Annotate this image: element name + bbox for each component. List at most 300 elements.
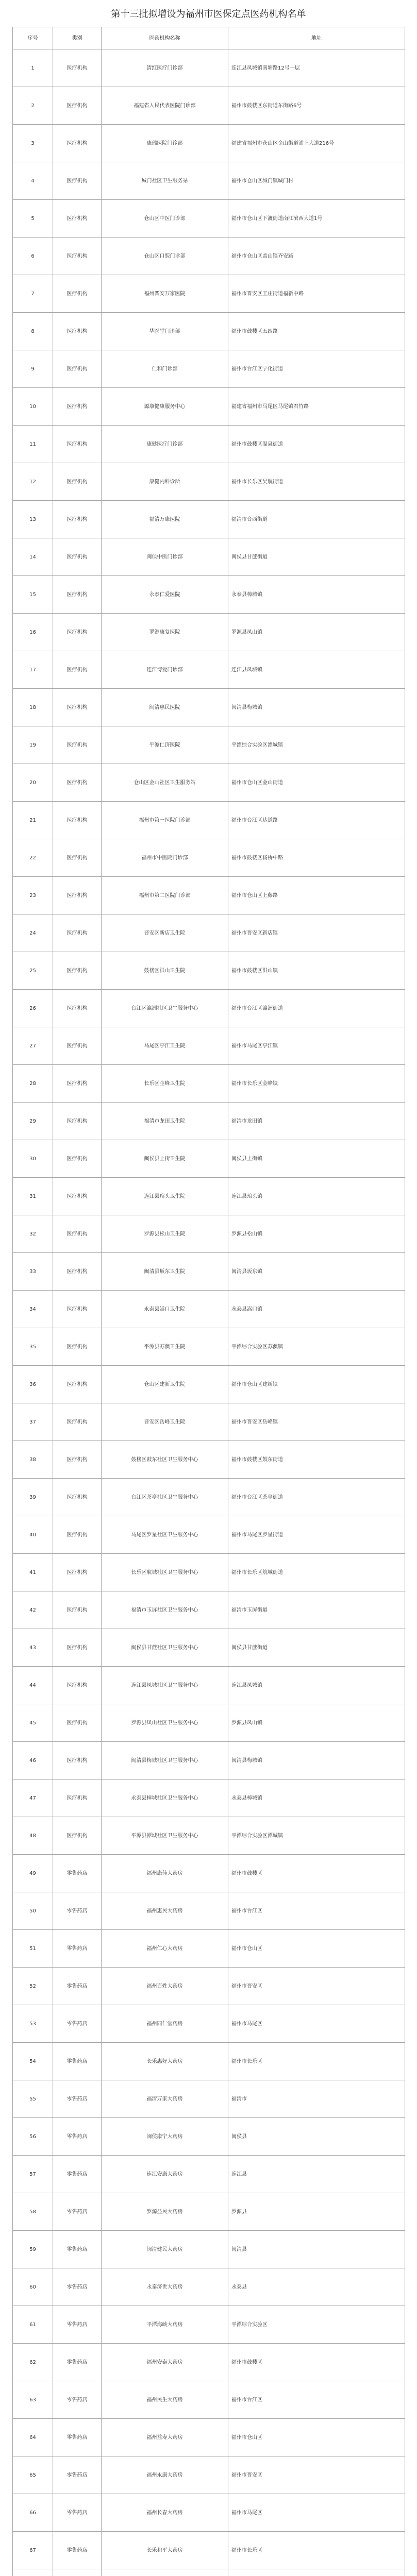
cell-institution-name: 仓山区金山社区卫生服务站 [102, 764, 228, 802]
cell-institution-name: 福州惠民大药房 [102, 1892, 228, 1930]
table-row [13, 1629, 405, 1667]
table-row [13, 275, 405, 313]
cell-category: 零售药店 [53, 2381, 102, 2419]
cell-address: 连江县凤城镇 [228, 1667, 405, 1704]
cell-address: 福州市晋安区 [228, 1968, 405, 2005]
cell-address: 罗源县凤山镇 [228, 614, 405, 651]
cell-address: 福州市仓山区 [228, 2419, 405, 2456]
cell-address: 福州市长乐区金峰镇 [228, 1065, 405, 1103]
cell-address: 福州市鼓楼区鼓东街道 [228, 1441, 405, 1479]
cell-address: 永泰县嵩口镇 [228, 1291, 405, 1328]
table-row [13, 2231, 405, 2268]
cell-institution-name: 连江县琯头卫生院 [102, 1178, 228, 1215]
cell-institution-name: 福州长春大药房 [102, 2494, 228, 2532]
cell-index: 12 [13, 463, 53, 501]
cell-institution-name: 连江博爱门诊部 [102, 651, 228, 689]
cell-address: 福清市 [228, 2080, 405, 2118]
header-institution-name: 医药机构名称 [102, 27, 228, 49]
cell-index: 57 [13, 2156, 53, 2193]
cell-institution-name: 马尾区罗星社区卫生服务中心 [102, 1516, 228, 1554]
cell-institution-name: 福州民生大药房 [102, 2381, 228, 2419]
cell-address: 连江县琯头镇 [228, 1178, 405, 1215]
table-row [13, 426, 405, 463]
cell-institution-name: 马尾区亭江卫生院 [102, 1027, 228, 1065]
cell-institution-name: 福州晋安万家医院 [102, 275, 228, 313]
cell-index: 47 [13, 1780, 53, 1817]
cell-category: 医疗机构 [53, 538, 102, 576]
cell-index: 51 [13, 1930, 53, 1968]
table-row [13, 2306, 405, 2344]
cell-category: 医疗机构 [53, 1403, 102, 1441]
cell-index [13, 2569, 53, 2576]
header-index: 序号 [13, 27, 53, 49]
cell-index: 13 [13, 501, 53, 538]
table-row [13, 651, 405, 689]
cell-institution-name: 闽清惠民医院 [102, 689, 228, 726]
table-row [13, 2193, 405, 2231]
cell-institution-name: 闽清健民大药房 [102, 2231, 228, 2268]
cell-index: 36 [13, 1366, 53, 1403]
table-row [13, 1780, 405, 1817]
cell-address: 福州市台江区 [228, 2381, 405, 2419]
table-body [13, 49, 405, 2576]
cell-index: 60 [13, 2268, 53, 2306]
table-row [13, 1968, 405, 2005]
cell-category: 医疗机构 [53, 1178, 102, 1215]
cell-category: 医疗机构 [53, 1554, 102, 1591]
cell-category: 医疗机构 [53, 877, 102, 914]
table-row [13, 1403, 405, 1441]
table-row [13, 2043, 405, 2080]
cell-address: 福州市晋安区王庄街道福新中路 [228, 275, 405, 313]
cell-address: 福州市仓山区城门镇城门村 [228, 162, 405, 200]
table-row [13, 162, 405, 200]
cell-category: 医疗机构 [53, 1516, 102, 1554]
table-row [13, 689, 405, 726]
cell-institution-name: 福州市第二医院门诊部 [102, 877, 228, 914]
cell-institution-name: 福州仁心大药房 [102, 1930, 228, 1968]
cell-address: 福州市台江区 [228, 1892, 405, 1930]
cell-institution-name: 永泰县嵩口卫生院 [102, 1291, 228, 1328]
cell-index: 27 [13, 1027, 53, 1065]
cell-category: 医疗机构 [53, 914, 102, 952]
cell-index: 65 [13, 2456, 53, 2494]
cell-institution-name: 台江区瀛洲社区卫生服务中心 [102, 990, 228, 1027]
table-row [13, 1027, 405, 1065]
cell-category: 医疗机构 [53, 1253, 102, 1291]
cell-address: 连江县凤城镇 [228, 651, 405, 689]
cell-address: 闽清县 [228, 2231, 405, 2268]
cell-address: 平潭综合实验区苏澳镇 [228, 1328, 405, 1366]
cell-category: 医疗机构 [53, 802, 102, 839]
cell-category: 医疗机构 [53, 1140, 102, 1178]
cell-address: 连江县凤城镇南塘路12号一层 [228, 49, 405, 87]
cell-address: 福州市台江区茶亭街道 [228, 1479, 405, 1516]
cell-category: 医疗机构 [53, 651, 102, 689]
table-row [13, 2494, 405, 2532]
table-row [13, 49, 405, 87]
cell-address: 福州市鼓楼区东街道东街路6号 [228, 87, 405, 125]
cell-index: 49 [13, 1855, 53, 1892]
cell-institution-name: 永泰仁爱医院 [102, 576, 228, 614]
cell-category: 零售药店 [53, 2043, 102, 2080]
table-row [13, 1479, 405, 1516]
cell-category: 医疗机构 [53, 614, 102, 651]
cell-category: 医疗机构 [53, 1215, 102, 1253]
table-row [13, 1892, 405, 1930]
cell-institution-name [102, 2569, 228, 2576]
cell-category: 零售药店 [53, 2118, 102, 2156]
table-row [13, 200, 405, 238]
cell-category: 医疗机构 [53, 952, 102, 990]
cell-address: 福州市鼓楼区五四路 [228, 313, 405, 350]
cell-institution-name: 福州同仁堂药房 [102, 2005, 228, 2043]
table-row [13, 1103, 405, 1140]
cell-category: 医疗机构 [53, 87, 102, 125]
table-row [13, 350, 405, 388]
cell-institution-name: 康健内科诊所 [102, 463, 228, 501]
cell-index: 32 [13, 1215, 53, 1253]
table-row [13, 238, 405, 275]
cell-index: 15 [13, 576, 53, 614]
table-row [13, 877, 405, 914]
cell-index: 3 [13, 125, 53, 162]
cell-category: 医疗机构 [53, 839, 102, 877]
cell-category: 医疗机构 [53, 350, 102, 388]
cell-institution-name: 福清市玉屏社区卫生服务中心 [102, 1591, 228, 1629]
cell-category: 医疗机构 [53, 1780, 102, 1817]
cell-category: 零售药店 [53, 2456, 102, 2494]
table-row [13, 2456, 405, 2494]
cell-institution-name: 仓山区建新卫生院 [102, 1366, 228, 1403]
cell-index: 19 [13, 726, 53, 764]
cell-institution-name: 长乐区航城社区卫生服务中心 [102, 1554, 228, 1591]
table-row [13, 1215, 405, 1253]
header-category: 类别 [53, 27, 102, 49]
cell-index: 7 [13, 275, 53, 313]
table-row [13, 726, 405, 764]
cell-institution-name: 长乐惠好大药房 [102, 2043, 228, 2080]
cell-index: 8 [13, 313, 53, 350]
cell-index: 31 [13, 1178, 53, 1215]
cell-address: 闽侯县甘蔗街道 [228, 538, 405, 576]
cell-index: 20 [13, 764, 53, 802]
table-row [13, 1516, 405, 1554]
cell-category: 医疗机构 [53, 238, 102, 275]
cell-institution-name: 福州百姓大药房 [102, 1968, 228, 2005]
cell-index: 25 [13, 952, 53, 990]
table-row [13, 463, 405, 501]
cell-address: 福建省福州市仓山区金山街道浦上大道216号 [228, 125, 405, 162]
table-row [13, 839, 405, 877]
cell-category: 医疗机构 [53, 426, 102, 463]
cell-institution-name: 台江区茶亭社区卫生服务中心 [102, 1479, 228, 1516]
cell-institution-name: 闽侯康宁大药房 [102, 2118, 228, 2156]
cell-address: 永泰县樟城镇 [228, 576, 405, 614]
cell-address: 闽清县梅城镇 [228, 1742, 405, 1780]
cell-index: 56 [13, 2118, 53, 2156]
cell-index: 43 [13, 1629, 53, 1667]
cell-address: 福州市仓山区盖山镇齐安路 [228, 238, 405, 275]
cell-address [228, 2569, 405, 2576]
cell-index: 17 [13, 651, 53, 689]
table-row [13, 1291, 405, 1328]
cell-institution-name: 永泰济世大药房 [102, 2268, 228, 2306]
cell-address: 闽清县坂东镇 [228, 1253, 405, 1291]
table-row [13, 1742, 405, 1780]
cell-address: 闽侯县 [228, 2118, 405, 2156]
table-row [13, 2569, 405, 2576]
cell-address: 福州市台江区宁化街道 [228, 350, 405, 388]
header-address: 地址 [228, 27, 405, 49]
cell-address: 福州市仓山区上藤路 [228, 877, 405, 914]
cell-address: 福州市鼓楼区洪山镇 [228, 952, 405, 990]
cell-institution-name: 平潭县潭城社区卫生服务中心 [102, 1817, 228, 1855]
cell-category: 医疗机构 [53, 990, 102, 1027]
cell-index: 50 [13, 1892, 53, 1930]
cell-category: 医疗机构 [53, 1027, 102, 1065]
cell-index: 45 [13, 1704, 53, 1742]
cell-address: 福州市马尾区罗星街道 [228, 1516, 405, 1554]
cell-institution-name: 源康健康服务中心 [102, 388, 228, 426]
cell-index: 59 [13, 2231, 53, 2268]
table-row [13, 87, 405, 125]
cell-institution-name: 永泰县樟城社区卫生服务中心 [102, 1780, 228, 1817]
table-row [13, 125, 405, 162]
cell-category: 零售药店 [53, 2193, 102, 2231]
table-row [13, 1591, 405, 1629]
cell-institution-name: 罗源县松山卫生院 [102, 1215, 228, 1253]
cell-institution-name: 长乐区金峰卫生院 [102, 1065, 228, 1103]
cell-index: 44 [13, 1667, 53, 1704]
cell-address: 福州市台江区达道路 [228, 802, 405, 839]
cell-index: 39 [13, 1479, 53, 1516]
cell-index: 55 [13, 2080, 53, 2118]
cell-institution-name: 康瑞医院门诊部 [102, 125, 228, 162]
cell-address: 福州市台江区瀛洲街道 [228, 990, 405, 1027]
table-row [13, 764, 405, 802]
cell-category: 医疗机构 [53, 1742, 102, 1780]
cell-address: 福清市玉屏街道 [228, 1591, 405, 1629]
cell-address: 福州市长乐区航城街道 [228, 1554, 405, 1591]
cell-institution-name: 鼓楼区鼓东社区卫生服务中心 [102, 1441, 228, 1479]
cell-address: 福州市晋安区新店镇 [228, 914, 405, 952]
cell-address: 永泰县樟城镇 [228, 1780, 405, 1817]
cell-institution-name: 福清万家大药房 [102, 2080, 228, 2118]
table-row [13, 2344, 405, 2381]
cell-institution-name: 仓山区中医门诊部 [102, 200, 228, 238]
cell-category: 医疗机构 [53, 1366, 102, 1403]
table-row [13, 1065, 405, 1103]
cell-category: 医疗机构 [53, 1328, 102, 1366]
table-row [13, 1554, 405, 1591]
cell-category: 医疗机构 [53, 1065, 102, 1103]
cell-address: 罗源县凤山镇 [228, 1704, 405, 1742]
cell-address: 福州市晋安区 [228, 2456, 405, 2494]
cell-institution-name: 平潭海峡大药房 [102, 2306, 228, 2344]
table-row [13, 2156, 405, 2193]
cell-institution-name: 平潭仁济医院 [102, 726, 228, 764]
cell-institution-name: 闽侯县甘蔗社区卫生服务中心 [102, 1629, 228, 1667]
cell-category: 医疗机构 [53, 200, 102, 238]
cell-address: 永泰县 [228, 2268, 405, 2306]
cell-category: 医疗机构 [53, 162, 102, 200]
table-row [13, 2532, 405, 2569]
cell-category: 零售药店 [53, 2494, 102, 2532]
cell-category: 零售药店 [53, 2532, 102, 2569]
table-row [13, 1253, 405, 1291]
cell-index: 54 [13, 2043, 53, 2080]
cell-index: 46 [13, 1742, 53, 1780]
cell-institution-name: 鼓楼区洪山卫生院 [102, 952, 228, 990]
cell-index: 10 [13, 388, 53, 426]
cell-index: 41 [13, 1554, 53, 1591]
page-title: 第十三批拟增设为福州市医保定点医药机构名单 [111, 9, 306, 20]
cell-index: 37 [13, 1403, 53, 1441]
cell-category: 医疗机构 [53, 764, 102, 802]
cell-category: 零售药店 [53, 2419, 102, 2456]
cell-index: 64 [13, 2419, 53, 2456]
table-row [13, 1178, 405, 1215]
cell-index: 26 [13, 990, 53, 1027]
cell-category: 零售药店 [53, 2080, 102, 2118]
cell-category: 零售药店 [53, 1855, 102, 1892]
cell-category: 医疗机构 [53, 1629, 102, 1667]
cell-institution-name: 罗源康复医院 [102, 614, 228, 651]
cell-institution-name: 仓山区口腔门诊部 [102, 238, 228, 275]
cell-address: 闽清县梅城镇 [228, 689, 405, 726]
table-row [13, 614, 405, 651]
cell-category: 医疗机构 [53, 1103, 102, 1140]
cell-institution-name: 福州康佳大药房 [102, 1855, 228, 1892]
cell-institution-name: 连江县凤城社区卫生服务中心 [102, 1667, 228, 1704]
cell-index: 30 [13, 1140, 53, 1178]
cell-institution-name: 福清市龙田卫生院 [102, 1103, 228, 1140]
table-row [13, 1328, 405, 1366]
cell-index: 16 [13, 614, 53, 651]
cell-category: 医疗机构 [53, 125, 102, 162]
cell-category: 医疗机构 [53, 388, 102, 426]
cell-index: 4 [13, 162, 53, 200]
table-row [13, 2080, 405, 2118]
cell-address: 福州市长乐区 [228, 2043, 405, 2080]
cell-index: 66 [13, 2494, 53, 2532]
cell-institution-name: 福州永康大药房 [102, 2456, 228, 2494]
cell-address: 福州市仓山区建新镇 [228, 1366, 405, 1403]
cell-index: 61 [13, 2306, 53, 2344]
cell-address: 福建省福州市马尾区马尾镇君竹路 [228, 388, 405, 426]
cell-institution-name: 福州市中医院门诊部 [102, 839, 228, 877]
table-row [13, 2268, 405, 2306]
table-row [13, 1930, 405, 1968]
cell-institution-name: 福州益寿大药房 [102, 2419, 228, 2456]
cell-address: 福州市鼓楼区 [228, 1855, 405, 1892]
cell-address: 平潭综合实验区 [228, 2306, 405, 2344]
cell-institution-name: 晋安区岳峰卫生院 [102, 1403, 228, 1441]
cell-category: 零售药店 [53, 2156, 102, 2193]
cell-category: 零售药店 [53, 2344, 102, 2381]
cell-institution-name: 连江安康大药房 [102, 2156, 228, 2193]
cell-institution-name: 福建省人民代表医院门诊部 [102, 87, 228, 125]
cell-category [53, 2569, 102, 2576]
cell-category: 零售药店 [53, 2306, 102, 2344]
cell-category: 医疗机构 [53, 1667, 102, 1704]
cell-category: 医疗机构 [53, 1817, 102, 1855]
cell-category: 医疗机构 [53, 1291, 102, 1328]
cell-index: 2 [13, 87, 53, 125]
cell-institution-name: 平潭县苏澳卫生院 [102, 1328, 228, 1366]
cell-address: 平潭综合实验区潭城镇 [228, 1817, 405, 1855]
cell-institution-name: 罗源益民大药房 [102, 2193, 228, 2231]
cell-category: 医疗机构 [53, 501, 102, 538]
cell-category: 医疗机构 [53, 689, 102, 726]
cell-address: 福州市长乐区 [228, 2532, 405, 2569]
cell-institution-name: 清红医疗门诊部 [102, 49, 228, 87]
cell-index: 14 [13, 538, 53, 576]
cell-index: 24 [13, 914, 53, 952]
cell-category: 医疗机构 [53, 576, 102, 614]
cell-index: 18 [13, 689, 53, 726]
cell-address: 福州市马尾区 [228, 2005, 405, 2043]
cell-address: 福州市仓山区 [228, 1930, 405, 1968]
cell-category: 医疗机构 [53, 1441, 102, 1479]
cell-category: 医疗机构 [53, 313, 102, 350]
cell-address: 福州市长乐区吴航街道 [228, 463, 405, 501]
cell-index: 34 [13, 1291, 53, 1328]
cell-category: 医疗机构 [53, 1591, 102, 1629]
cell-institution-name: 晋安区新店卫生院 [102, 914, 228, 952]
cell-index: 48 [13, 1817, 53, 1855]
table-row [13, 2118, 405, 2156]
cell-category: 零售药店 [53, 2005, 102, 2043]
cell-institution-name: 长乐和平大药房 [102, 2532, 228, 2569]
table-row [13, 1441, 405, 1479]
table-row [13, 1667, 405, 1704]
cell-category: 医疗机构 [53, 463, 102, 501]
cell-index: 5 [13, 200, 53, 238]
cell-address: 福州市仓山区金山街道 [228, 764, 405, 802]
cell-address: 福州市仓山区下渡街道南江滨西大道1号 [228, 200, 405, 238]
cell-address: 平潭综合实验区潭城镇 [228, 726, 405, 764]
cell-index: 63 [13, 2381, 53, 2419]
table-row [13, 1704, 405, 1742]
cell-index: 38 [13, 1441, 53, 1479]
cell-category: 零售药店 [53, 2268, 102, 2306]
cell-category: 零售药店 [53, 1892, 102, 1930]
table-row [13, 2419, 405, 2456]
cell-address: 闽侯县甘蔗街道 [228, 1629, 405, 1667]
cell-address: 福清市龙田镇 [228, 1103, 405, 1140]
cell-address: 罗源县 [228, 2193, 405, 2231]
table-row [13, 914, 405, 952]
table-row [13, 2005, 405, 2043]
table-row [13, 2381, 405, 2419]
cell-index: 28 [13, 1065, 53, 1103]
cell-index: 35 [13, 1328, 53, 1366]
cell-index: 67 [13, 2532, 53, 2569]
cell-index: 9 [13, 350, 53, 388]
table-row [13, 388, 405, 426]
cell-index: 29 [13, 1103, 53, 1140]
table-row [13, 1855, 405, 1892]
table-row [13, 802, 405, 839]
table-row [13, 313, 405, 350]
table-row [13, 538, 405, 576]
cell-category: 医疗机构 [53, 1479, 102, 1516]
cell-institution-name: 罗源县凤山社区卫生服务中心 [102, 1704, 228, 1742]
cell-index: 42 [13, 1591, 53, 1629]
cell-institution-name: 闽侯县上街卫生院 [102, 1140, 228, 1178]
